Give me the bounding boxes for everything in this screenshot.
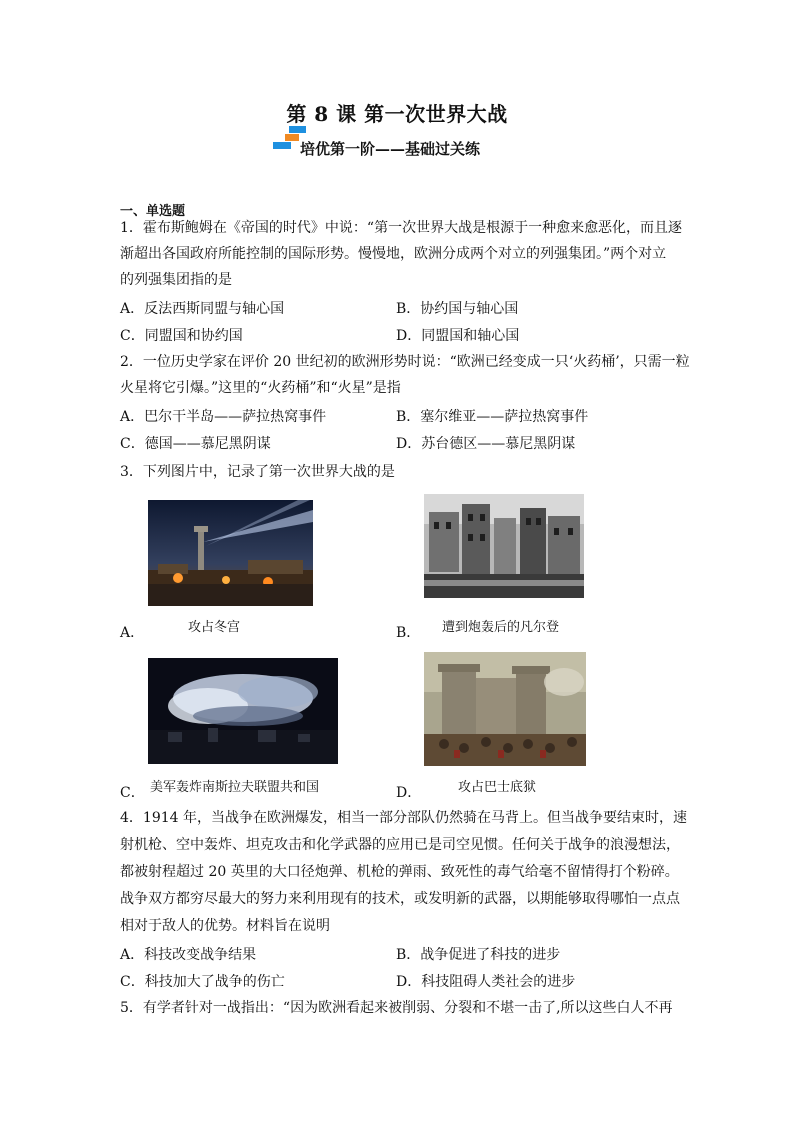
picture-d-caption: 攻占巴士底狱	[458, 780, 537, 795]
question-4-option-a[interactable]: A．科技改变战争结果	[120, 947, 257, 963]
picture-c-caption: 美军轰炸南斯拉夫联盟共和国	[150, 780, 320, 795]
question-2-line: 火星将它引爆。”这里的“火药桶”和“火星”是指	[120, 380, 401, 396]
question-4-line: 射机枪、空中轰炸、坦克攻击和化学武器的应用已是司空见惯。任何关于战争的浪漫想法，	[120, 837, 680, 853]
picture-bombing	[148, 658, 338, 764]
question-1-line: 的列强集团指的是	[120, 272, 232, 288]
question-5-line: 5．有学者针对一战指出：“因为欧洲看起来被削弱、分裂和不堪一击了,所以这些白人不再	[120, 1000, 673, 1016]
question-4-option-c[interactable]: C．科技加大了战争的伤亡	[120, 974, 285, 990]
question-1-line: 1．霍布斯鲍姆在《帝国的时代》中说：“第一次世界大战是根源于一种愈来愈恶化，而且逐	[120, 220, 683, 236]
question-1-option-c[interactable]: C．同盟国和协约国	[120, 328, 243, 344]
question-4-option-b[interactable]: B．战争促进了科技的进步	[396, 947, 561, 963]
question-2-option-a[interactable]: A．巴尔干半岛——萨拉热窝事件	[120, 409, 327, 425]
question-1-line: 渐超出各国政府所能控制的国际形势。慢慢地，欧洲分成两个对立的列强集团。”两个对立	[120, 246, 667, 262]
picture-c-letter[interactable]: C．	[120, 785, 145, 801]
question-4-line: 战争双方都穷尽最大的努力来利用现有的技术，或发明新的武器，以期能够取得哪怕一点点	[120, 891, 680, 907]
page-title: 第 8 课 第一次世界大战	[286, 102, 508, 126]
question-1-option-d[interactable]: D．同盟国和轴心国	[396, 328, 520, 344]
picture-verdun	[424, 494, 584, 598]
question-4-line: 4．1914 年，当战争在欧洲爆发，相当一部分部队仍然骑在马背上。但当战争要结束时，速	[120, 810, 687, 826]
picture-b-letter[interactable]: B．	[396, 625, 421, 641]
question-4-option-d[interactable]: D．科技阻碍人类社会的进步	[396, 974, 576, 990]
picture-a-caption: 攻占冬宫	[188, 620, 241, 635]
question-2-line: 2．一位历史学家在评价 20 世纪初的欧洲形势时说：“欧洲已经变成一只‘火药桶’，只需一粒	[120, 354, 690, 370]
picture-bastille	[424, 652, 586, 766]
picture-b-caption: 遭到炮轰后的凡尔登	[442, 620, 560, 635]
question-2-option-c[interactable]: C．德国——慕尼黑阴谋	[120, 436, 271, 452]
question-4-line: 都被射程超过 20 英里的大口径炮弹、机枪的弹雨、致死性的毒气给毫不留情得打个粉碎。	[120, 864, 679, 880]
question-1-option-a[interactable]: A．反法西斯同盟与轴心国	[120, 301, 285, 317]
question-3-line: 3．下列图片中，记录了第一次世界大战的是	[120, 464, 395, 480]
question-4-line: 相对于敌人的优势。材料旨在说明	[120, 918, 330, 934]
question-2-option-d[interactable]: D．苏台德区——慕尼黑阴谋	[396, 436, 576, 452]
picture-a-letter[interactable]: A．	[120, 625, 145, 641]
section-heading: 一、单选题	[120, 204, 186, 219]
picture-d-letter[interactable]: D．	[396, 785, 422, 801]
picture-winter-palace	[148, 500, 313, 606]
page-subtitle: 培优第一阶——基础过关练	[300, 140, 481, 158]
question-1-option-b[interactable]: B．协约国与轴心国	[396, 301, 519, 317]
question-2-option-b[interactable]: B．塞尔维亚——萨拉热窝事件	[396, 409, 589, 425]
